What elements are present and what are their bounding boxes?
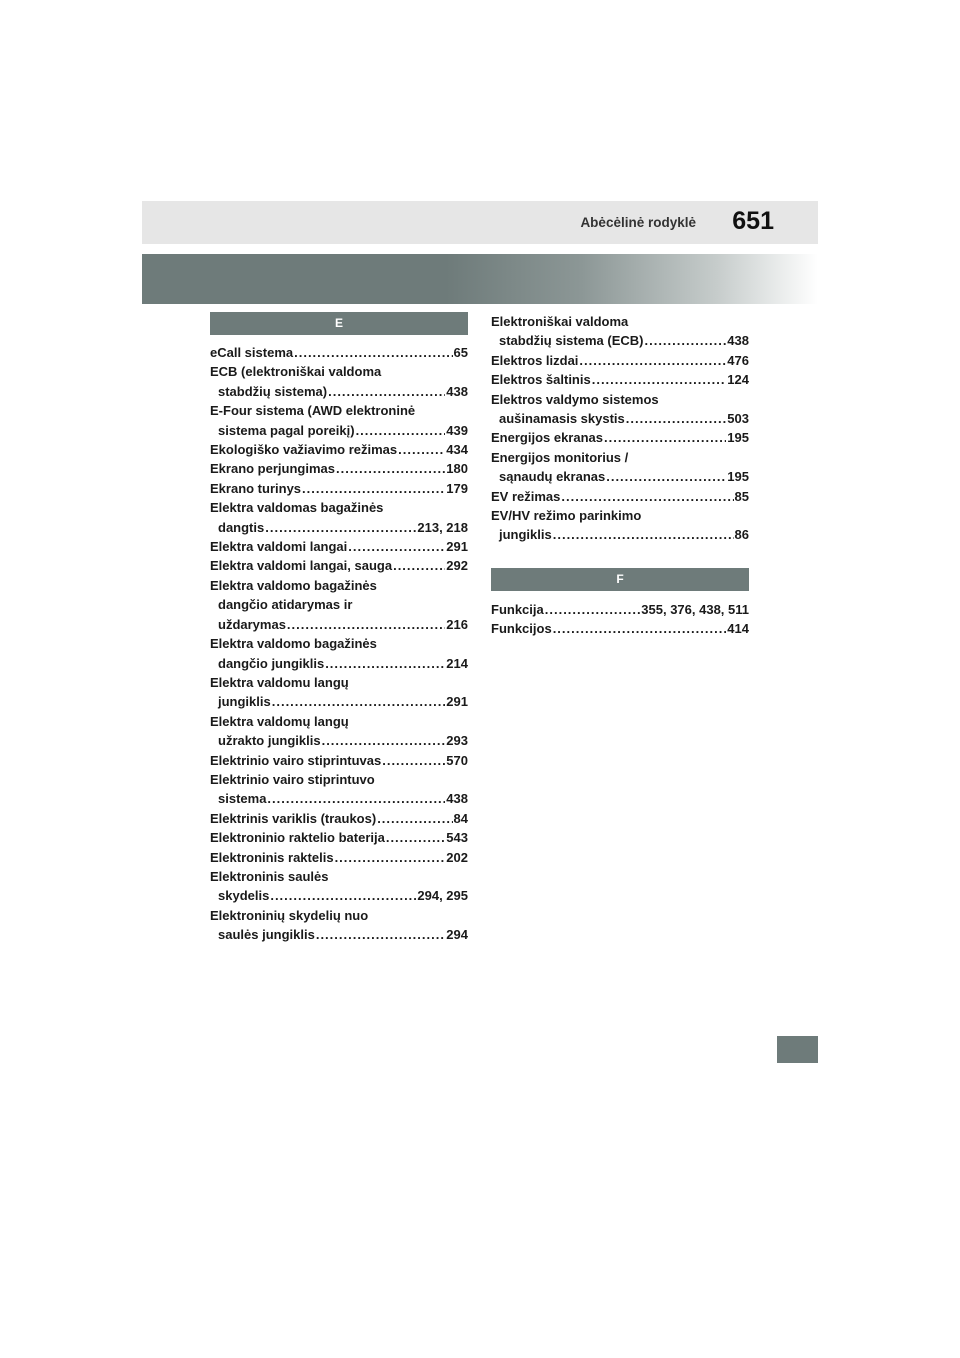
index-entry [491,312,749,351]
dot-leader [302,479,445,498]
index-term: Ekrano perjungimas [210,461,335,477]
index-entry [491,370,749,389]
index-term: Elektrinis variklis (traukos) [210,810,377,826]
index-term: aušinamasis skystis [499,411,625,427]
dot-leader [322,731,446,750]
dot-leader [644,331,726,350]
index-list-f [491,600,749,639]
index-entry [491,619,749,638]
index-term: dangtis [218,519,265,535]
index-page-ref: 195 [727,430,749,446]
index-entry [210,479,468,498]
dot-leader [336,459,445,478]
index-entry [210,556,468,575]
header-band [142,201,818,244]
dot-leader [377,809,452,828]
index-term: Elektra valdomi langai, sauga [210,558,393,574]
dot-leader [267,789,445,808]
index-page-ref: 414 [727,621,749,637]
index-page-ref: 543 [446,830,468,846]
index-page-ref: 438 [446,791,468,807]
dot-leader [553,619,727,638]
dot-leader [393,556,445,575]
index-page-ref: 294, 295 [417,888,468,904]
index-term: dangčio atidarymas ir [218,597,353,613]
index-term: Elektroniškai valdoma [491,314,629,329]
page-number: 651 [732,207,774,235]
index-column-left [210,312,468,945]
index-term: Elektrinio vairo stiprintuvo [210,771,375,787]
index-page-ref: 434 [446,442,468,458]
index-entry [210,401,468,440]
index-entry [210,634,468,673]
index-entry [491,448,749,487]
index-term: uždarymas [218,616,286,632]
index-entry [491,428,749,447]
index-entry [210,576,468,634]
index-entry [491,487,749,506]
header-gradient-bar [142,254,818,304]
index-entry [491,351,749,370]
index-term: Elektroninio raktelio baterija [210,830,385,846]
index-page-ref: 293 [446,733,468,749]
index-term: jungiklis [218,694,271,710]
index-page-ref: 291 [446,539,468,555]
index-page-ref: 291 [446,694,468,710]
index-page-ref: 355, 376, 438, 511 [641,601,749,617]
index-term: Elektroninis saulės [210,868,329,884]
index-entry [210,809,468,828]
index-term: Elektros valdymo sistemos [491,391,659,407]
index-term: Elektroninių skydelių nuo [210,907,369,923]
index-page-ref: 503 [727,411,749,427]
index-entry [210,906,468,945]
chapter-tab [777,1036,818,1063]
dot-leader [398,440,445,459]
index-page-ref: 292 [446,558,468,574]
index-entry [210,498,468,537]
index-term: Energijos ekranas [491,430,603,446]
index-page-ref: 214 [446,655,468,671]
index-list-e-left [210,343,468,945]
dot-leader [294,343,452,362]
index-term: Elektra valdomi langai [210,539,348,555]
index-term: sistema [218,791,267,807]
index-term: Funkcija [491,601,544,617]
index-page-ref: 438 [446,383,468,399]
index-term: Elektra valdomu langų [210,674,349,690]
index-term: Ekrano turinys [210,480,302,496]
dot-leader [265,518,416,537]
index-page-ref: 570 [446,752,468,768]
index-term: Elektra valdomas bagažinės [210,500,384,516]
index-term: Energijos monitorius / [491,449,629,465]
index-entry [210,770,468,809]
index-page-ref: 438 [727,333,749,349]
dot-leader [545,600,641,619]
dot-leader [348,537,445,556]
index-page-ref: 213, 218 [417,519,468,535]
index-page-ref: 216 [446,616,468,632]
index-page-ref: 439 [446,422,468,438]
index-term: Elektra valdomų langų [210,713,349,729]
dot-leader [335,848,446,867]
index-entry [491,506,749,545]
index-entry [210,867,468,906]
dot-leader [561,487,733,506]
index-term: Elektra valdomo bagažinės [210,577,377,593]
index-entry [210,751,468,770]
index-entry [210,440,468,459]
dot-leader [287,615,445,634]
index-page-ref: 84 [453,810,468,826]
dot-leader [579,351,726,370]
index-page-ref: 294 [446,927,468,943]
index-term: Elektros lizdai [491,352,579,368]
index-entry [491,390,749,429]
dot-leader [272,692,446,711]
index-page-ref: 476 [727,352,749,368]
index-term: skydelis [218,888,270,904]
index-term: EV/HV režimo parinkimo [491,508,642,524]
index-page-ref: 195 [727,469,749,485]
index-term: sąnaudų ekranas [499,469,606,485]
dot-leader [270,886,416,905]
index-page-ref: 65 [453,345,468,360]
index-term: ECB (elektroniškai valdoma [210,364,382,380]
dot-leader [325,654,445,673]
index-page-ref: 202 [446,849,468,865]
dot-leader [316,925,445,944]
index-term: saulės jungiklis [218,927,315,943]
header-title: Abėcėlinė rodyklė [580,215,696,230]
index-term: Elektroninis raktelis [210,849,334,865]
index-term: stabdžių sistema) [218,383,328,399]
index-page-ref: 86 [734,527,749,543]
index-term: užrakto jungiklis [218,733,321,749]
index-page-ref: 180 [446,461,468,477]
index-column-right [491,312,749,639]
index-entry [210,459,468,478]
index-entry [210,362,468,401]
index-entry [210,343,468,362]
index-entry [210,712,468,751]
dot-leader [328,382,445,401]
index-entry [491,600,749,619]
index-entry [210,828,468,847]
dot-leader [592,370,727,389]
dot-leader [606,467,726,486]
dot-leader [553,525,734,544]
section-heading-e: E [210,312,468,335]
index-page-ref: 85 [734,488,749,504]
index-entry [210,537,468,556]
dot-leader [382,751,445,770]
index-term: jungiklis [499,527,552,543]
index-term: sistema pagal poreikį) [218,422,355,438]
index-entry [210,848,468,867]
index-term: eCall sistema [210,345,294,360]
index-term: dangčio jungiklis [218,655,325,671]
dot-leader [626,409,727,428]
index-term: Elektrinio vairo stiprintuvas [210,752,382,768]
index-entry [210,673,468,712]
index-term: Ekologiško važiavimo režimas [210,442,398,458]
dot-leader [604,428,726,447]
index-list-e-right [491,312,749,545]
index-page-ref: 124 [727,372,749,388]
index-term: E-Four sistema (AWD elektroninė [210,403,416,419]
index-term: Elektros šaltinis [491,372,591,388]
index-page-ref: 179 [446,480,468,496]
index-term: stabdžių sistema (ECB) [499,333,644,349]
dot-leader [386,828,445,847]
index-term: Elektra valdomo bagažinės [210,636,377,652]
index-term: EV režimas [491,488,561,504]
dot-leader [356,421,446,440]
section-heading-f: F [491,568,749,591]
index-term: Funkcijos [491,621,552,637]
